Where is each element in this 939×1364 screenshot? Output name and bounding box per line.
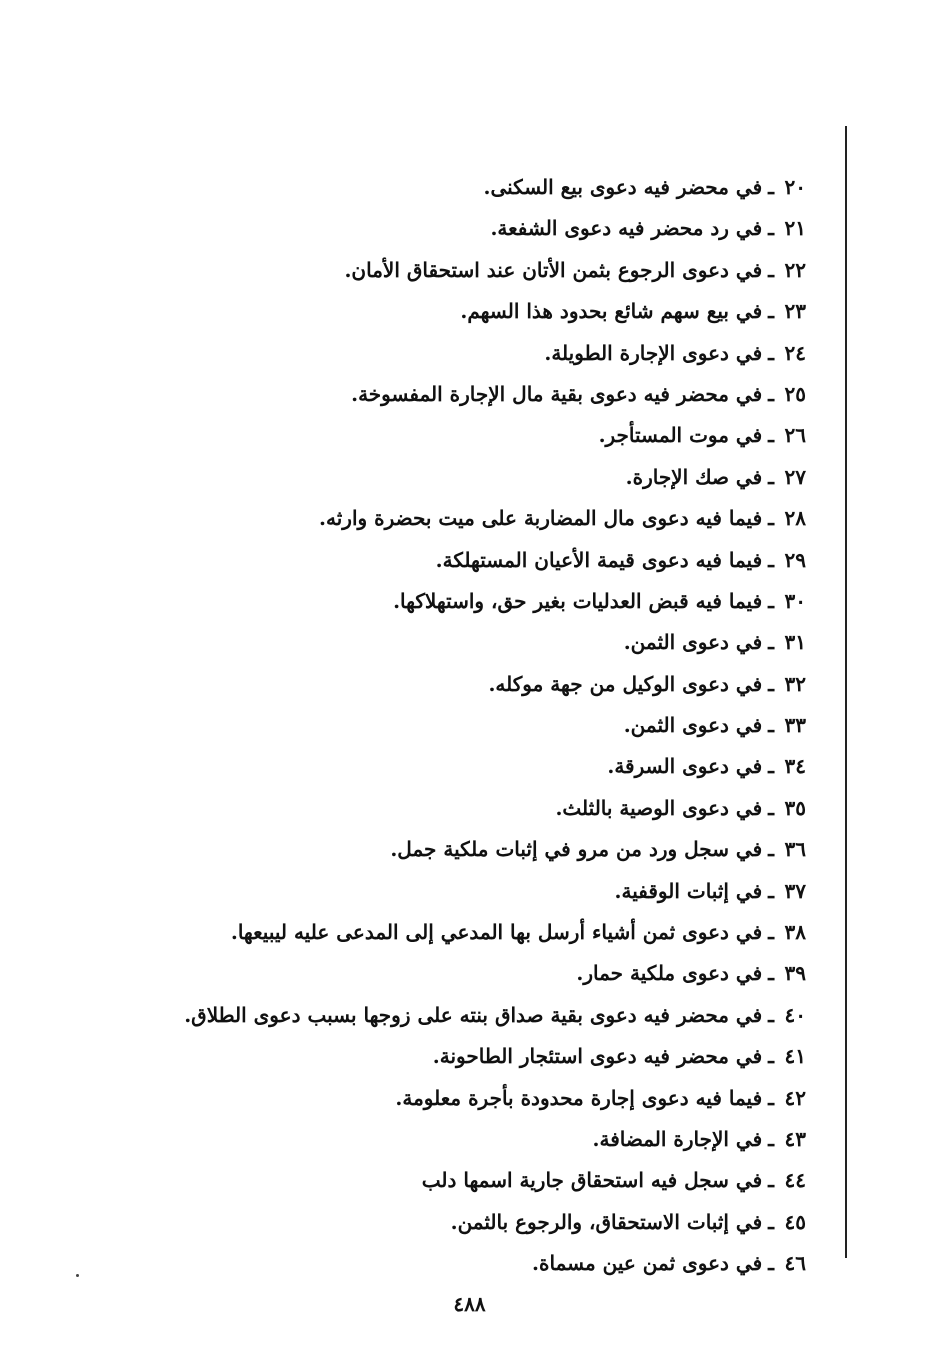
list-item <box>166 250 806 291</box>
list-item <box>166 540 806 581</box>
entry-separator: ـ <box>768 588 774 613</box>
entry-separator: ـ <box>768 299 774 324</box>
entry-title: في إثبات الاستحقاق، والرجوع بالثمن. <box>450 1209 763 1234</box>
list-item <box>166 871 806 912</box>
entry-number: ٣٤ <box>784 754 806 779</box>
entry-separator: ـ <box>768 381 774 406</box>
entry-separator: ـ <box>768 878 774 903</box>
entry-number: ٤٢ <box>784 1085 806 1110</box>
entry-number: ٤٥ <box>784 1209 806 1234</box>
entry-separator: ـ <box>768 1126 774 1151</box>
entry-number: ٣٠ <box>784 588 806 613</box>
list-item <box>166 167 806 208</box>
entry-title: في محضر فيه دعوى بقية مال الإجارة المفسوخة. <box>351 381 763 406</box>
entry-title: في إثبات الوقفية. <box>614 878 763 903</box>
entry-title: في دعوى الثمن. <box>623 630 763 655</box>
entry-title: في سجل ورد من مرو في إثبات ملكية جمل. <box>390 837 763 862</box>
entry-number: ٢٩ <box>784 547 806 572</box>
entry-number: ٣٣ <box>784 713 806 738</box>
entry-number: ٤٤ <box>784 1168 806 1193</box>
entry-title: في دعوى الثمن. <box>623 713 763 738</box>
list-item <box>166 622 806 663</box>
entry-title: في بيع سهم شائع بحدود هذا السهم. <box>460 299 763 324</box>
list-item <box>166 208 806 249</box>
list-item <box>166 705 806 746</box>
entry-number: ٢٧ <box>784 464 806 489</box>
entry-number: ٣٦ <box>784 837 806 862</box>
list-item <box>166 746 806 787</box>
list-item <box>166 1243 806 1284</box>
list-item <box>166 1119 806 1160</box>
entry-separator: ـ <box>768 464 774 489</box>
list-item <box>166 498 806 539</box>
table-of-contents-list <box>166 167 806 1285</box>
list-item <box>166 912 806 953</box>
entry-separator: ـ <box>768 216 774 241</box>
entry-number: ٣٨ <box>784 920 806 945</box>
entry-title: فيما فيه دعوى مال المضاربة على ميت بحضرة وارثه. <box>319 506 763 531</box>
entry-title: في محضر فيه دعوى استئجار الطاحونة. <box>432 1044 763 1069</box>
entry-number: ٢٨ <box>784 506 806 531</box>
entry-separator: ـ <box>768 961 774 986</box>
entry-title: في رد محضر فيه دعوى الشفعة. <box>490 216 763 241</box>
entry-separator: ـ <box>768 423 774 448</box>
entry-separator: ـ <box>768 1085 774 1110</box>
entry-separator: ـ <box>768 1044 774 1069</box>
list-item <box>166 1078 806 1119</box>
entry-number: ٢٠ <box>784 175 806 199</box>
entry-number: ٤١ <box>784 1044 806 1069</box>
entry-number: ٣٢ <box>784 671 806 696</box>
entry-number: ٣٧ <box>784 878 806 903</box>
entry-separator: ـ <box>768 1002 774 1027</box>
entry-title: فيما فيه قبض العدليات بغير حق، واستهلاكها. <box>393 588 763 613</box>
entry-separator: ـ <box>768 1251 774 1276</box>
entry-separator: ـ <box>768 795 774 820</box>
list-item <box>166 664 806 705</box>
list-item <box>166 333 806 374</box>
entry-separator: ـ <box>768 837 774 862</box>
entry-number: ٢٦ <box>784 423 806 448</box>
entry-number: ٢١ <box>784 216 806 241</box>
entry-separator: ـ <box>768 506 774 531</box>
list-item <box>166 1036 806 1077</box>
entry-separator: ـ <box>768 671 774 696</box>
list-item <box>166 291 806 332</box>
entry-separator: ـ <box>768 257 774 282</box>
entry-number: ٢٥ <box>784 381 806 406</box>
entry-title: في موت المستأجر. <box>598 423 763 448</box>
entry-number: ٣٥ <box>784 795 806 820</box>
list-item <box>166 581 806 622</box>
entry-separator: ـ <box>768 713 774 738</box>
entry-title: في دعوى الوكيل من جهة موكله. <box>488 671 763 696</box>
entry-number: ٢٤ <box>784 340 806 365</box>
list-item <box>166 374 806 415</box>
entry-separator: ـ <box>768 547 774 572</box>
entry-title: في دعوى الوصية بالثلث. <box>555 795 763 820</box>
entry-number: ٣٩ <box>784 961 806 986</box>
entry-title: في دعوى الرجوع بثمن الأتان عند استحقاق الأمان. <box>344 257 763 282</box>
entry-title: في سجل فيه استحقاق جارية اسمها دلب <box>421 1168 763 1193</box>
margin-rule <box>845 126 847 1258</box>
entry-title: في دعوى الإجارة الطويلة. <box>544 340 763 365</box>
page-number: ٤٨٨ <box>453 1292 486 1316</box>
list-item <box>166 995 806 1036</box>
entry-separator: ـ <box>768 630 774 655</box>
list-item <box>166 953 806 994</box>
entry-separator: ـ <box>768 340 774 365</box>
entry-number: ٢٢ <box>784 257 806 282</box>
entry-separator: ـ <box>768 754 774 779</box>
entry-title: في دعوى ملكية حمار. <box>576 961 763 986</box>
list-item <box>166 788 806 829</box>
entry-title: في صك الإجارة. <box>625 464 763 489</box>
entry-number: ٤٦ <box>784 1251 806 1276</box>
entry-title: في الإجارة المضافة. <box>592 1126 763 1151</box>
scan-speck <box>76 1274 79 1277</box>
entry-title: في محضر فيه دعوى بيع السكنى. <box>483 175 763 199</box>
entry-title: في دعوى ثمن عين مسماة. <box>532 1251 763 1276</box>
entry-number: ٤٠ <box>784 1002 806 1027</box>
entry-number: ٣١ <box>784 630 806 655</box>
entry-separator: ـ <box>768 920 774 945</box>
entry-separator: ـ <box>768 1209 774 1234</box>
entry-title: في دعوى السرقة. <box>607 754 763 779</box>
entry-number: ٤٣ <box>784 1126 806 1151</box>
entry-title: فيما فيه دعوى إجارة محدودة بأجرة معلومة. <box>395 1085 763 1110</box>
entry-number: ٢٣ <box>784 299 806 324</box>
entry-separator: ـ <box>768 175 774 199</box>
list-item <box>166 829 806 870</box>
entry-title: فيما فيه دعوى قيمة الأعيان المستهلكة. <box>435 547 763 572</box>
list-item <box>166 1160 806 1201</box>
entry-title: في دعوى ثمن أشياء أرسل بها المدعي إلى المدعى عليه ليبيعها. <box>230 920 763 945</box>
list-item <box>166 415 806 456</box>
list-item <box>166 1202 806 1243</box>
list-item <box>166 457 806 498</box>
entry-title: في محضر فيه دعوى بقية صداق بنته على زوجها بسبب دعوى الطلاق. <box>184 1002 763 1027</box>
entry-separator: ـ <box>768 1168 774 1193</box>
